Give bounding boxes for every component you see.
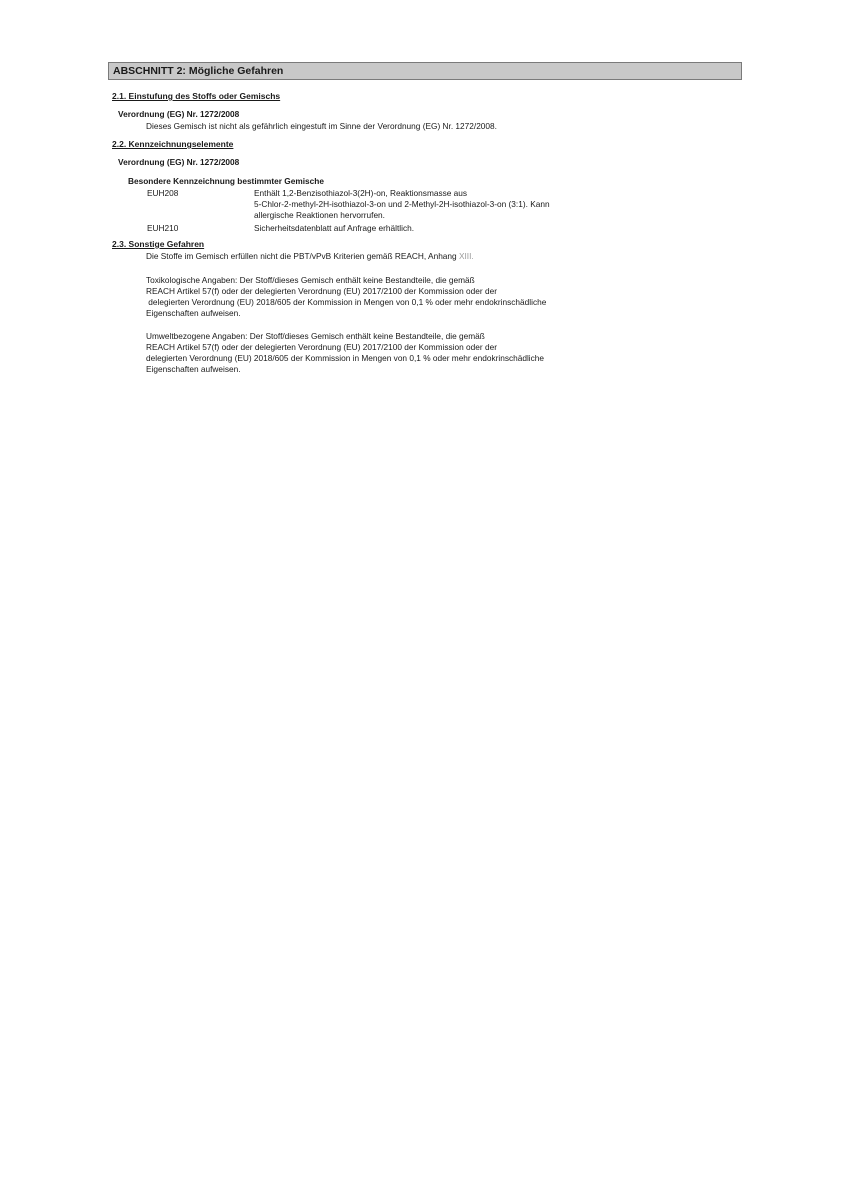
classification-text: Dieses Gemisch ist nicht als gefährlich eingestuft im Sinne der Verordnung (EG) Nr. 1272/2008. [146,121,497,131]
pbt-annex-number: XIII. [458,251,474,261]
pbt-statement [146,251,474,261]
statement-text-line: 5-Chlor-2-methyl-2H-isothiazol-3-on und 2-Methyl-2H-isothiazol-3-on (3:1). Kann [254,199,550,209]
regulation-label-2-1: Verordnung (EG) Nr. 1272/2008 [118,109,240,119]
heading-2-3: 2.3. Sonstige Gefahren [112,239,205,249]
toxicology-line: delegierten Verordnung (EU) 2018/605 der Kommission in Mengen von 0,1 % oder mehr endokrinschädliche [146,297,547,307]
pbt-text: Die Stoffe im Gemisch erfüllen nicht die PBT/vPvB Kriterien gemäß REACH, Anhang [146,251,457,261]
environment-line: Eigenschaften aufweisen. [146,364,241,374]
statement-text-line: allergische Reaktionen hervorrufen. [254,210,385,220]
regulation-label-2-2: Verordnung (EG) Nr. 1272/2008 [118,157,240,167]
statement-code: EUH208 [147,188,179,198]
environment-line: delegierten Verordnung (EU) 2018/605 der Kommission in Mengen von 0,1 % oder mehr endokrinschädliche [146,353,545,363]
toxicology-line: Toxikologische Angaben: Der Stoff/dieses Gemisch enthält keine Bestandteile, die gemäß [146,275,475,285]
statement-text-line: Enthält 1,2-Benzisothiazol-3(2H)-on, Reaktionsmasse aus [254,188,468,198]
environment-line: Umweltbezogene Angaben: Der Stoff/dieses Gemisch enthält keine Bestandteile, die gemäß [146,331,485,341]
statement-code: EUH210 [147,223,179,233]
toxicology-line: Eigenschaften aufweisen. [146,308,241,318]
heading-2-1: 2.1. Einstufung des Stoffs oder Gemischs [112,91,281,101]
toxicology-line: REACH Artikel 57(f) oder der delegierten Verordnung (EU) 2017/2100 der Kommission oder der [146,286,497,296]
environment-line: REACH Artikel 57(f) oder der delegierten Verordnung (EU) 2017/2100 der Kommission oder der [146,342,497,352]
section-title: ABSCHNITT 2: Mögliche Gefahren [113,65,284,77]
section-header [108,62,742,80]
heading-2-2: 2.2. Kennzeichnungselemente [112,139,234,149]
special-labelling-heading: Besondere Kennzeichnung bestimmter Gemische [128,176,324,186]
statement-text-line: Sicherheitsdatenblatt auf Anfrage erhältlich. [254,223,415,233]
